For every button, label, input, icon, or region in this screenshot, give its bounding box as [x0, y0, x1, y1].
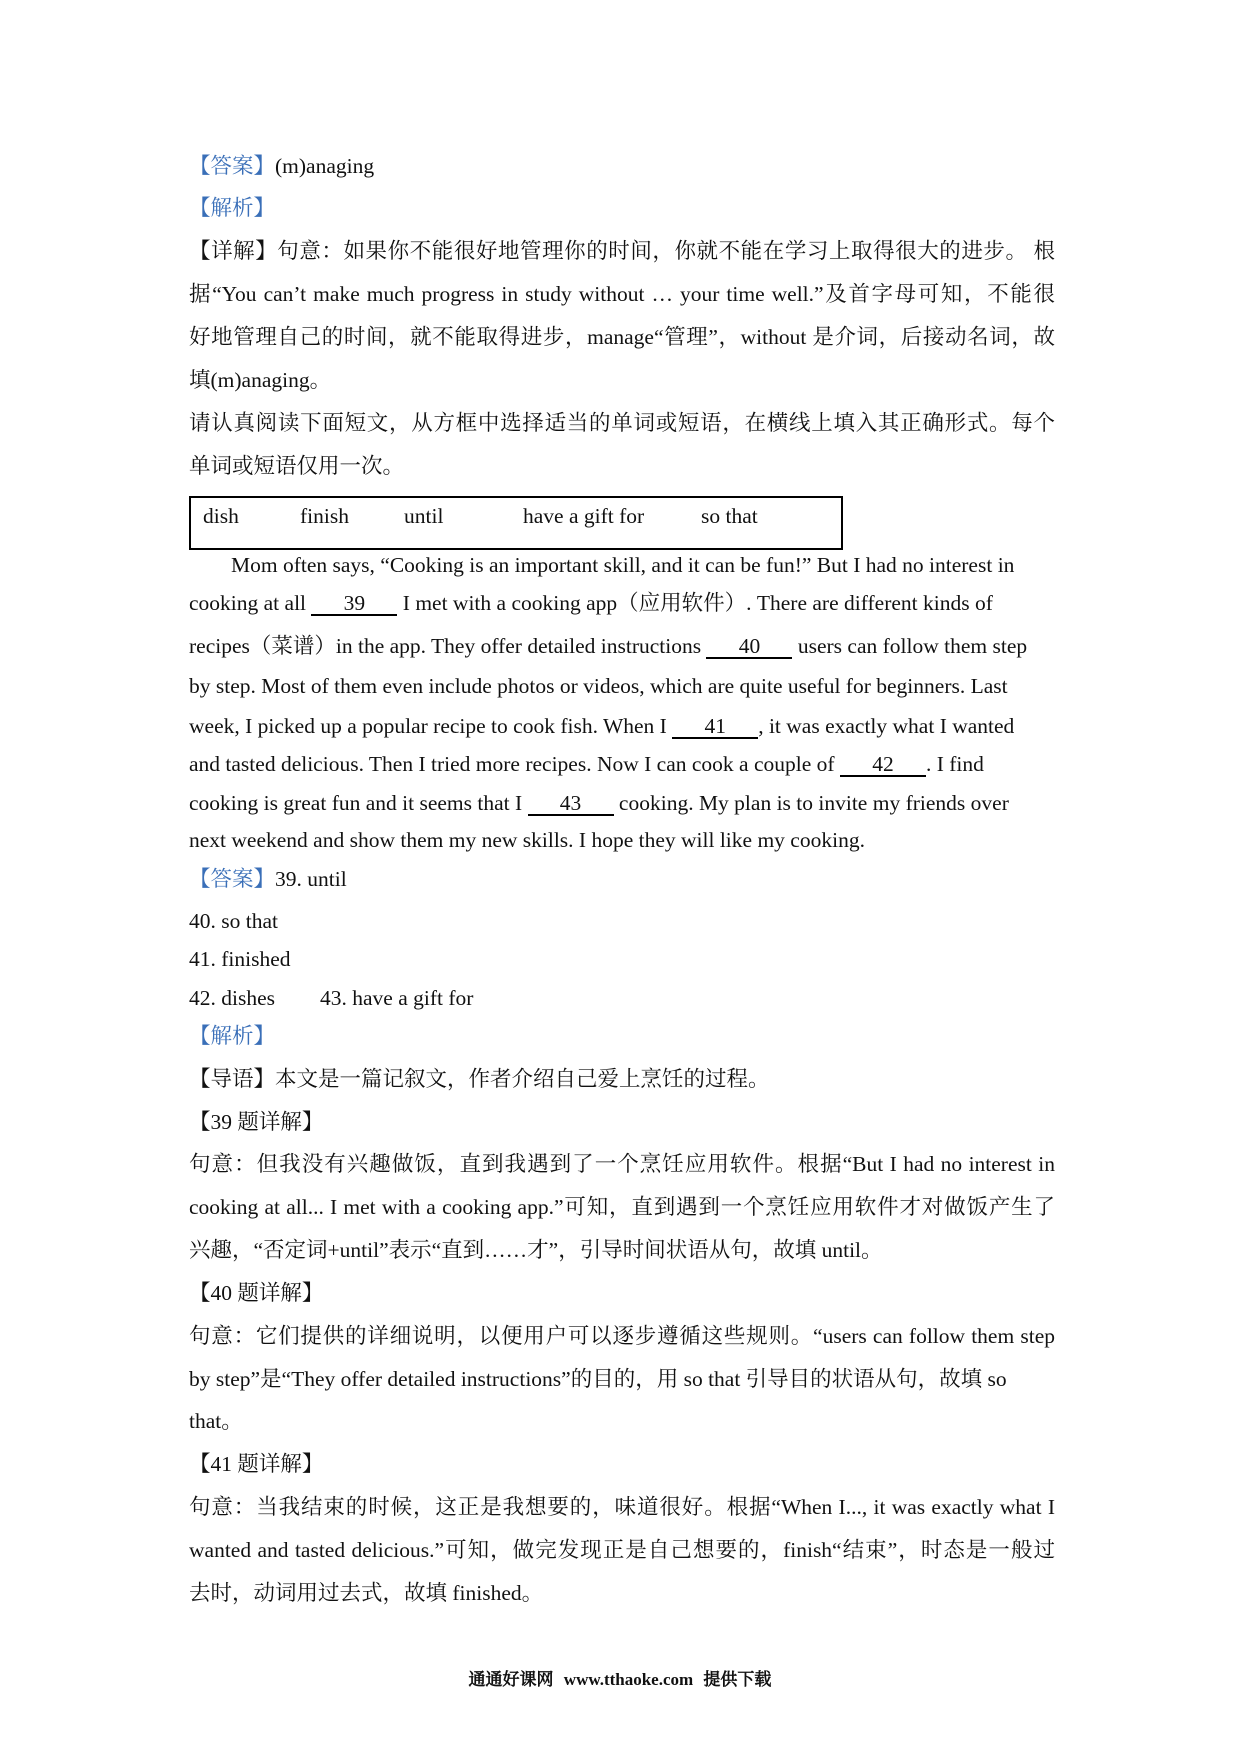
blank-41: 41	[672, 715, 758, 739]
word-box-item: until	[404, 504, 444, 528]
answer-tag: 【答案】	[189, 867, 276, 891]
detail-line: wanted and tasted delicious.”可知，做完发现正是自己想要的，finish“结束”，时态是一般过	[189, 1538, 1055, 1562]
passage-text: and tasted delicious. Then I tried more recipes. Now I can cook a couple of	[189, 752, 840, 776]
passage-line	[189, 783, 1055, 823]
q38-analysis-line	[189, 188, 1055, 228]
answers-line	[189, 859, 1055, 899]
detail-line: 句意：它们提供的详细说明，以便用户可以逐步遵循这些规则。“users can follow them step	[189, 1324, 1055, 1348]
passage-text: cooking. My plan is to invite my friends over	[613, 791, 1009, 815]
detail-heading-39: 【39 题详解】	[189, 1110, 324, 1134]
answers-line	[189, 978, 1055, 1018]
passage-line	[189, 583, 1055, 623]
q38-detail-line	[189, 231, 1055, 271]
detail-heading-41: 【41 题详解】	[189, 1452, 324, 1476]
q38-detail-text: 句意：如果你不能很好地管理你的时间，你就不能在学习上取得很大的进步。 根	[277, 239, 1055, 263]
passage-text: week, I picked up a popular recipe to cook fish. When I	[189, 714, 673, 738]
analysis-tag: 【解析】	[189, 196, 276, 220]
blank-39: 39	[311, 592, 397, 616]
page-footer: 通通好课网 www.tthaoke.com 提供下载	[468, 1670, 772, 1689]
q38-detail-line: 据“You can’t make much progress in study without … your time well.”及首字母可知，不能很	[189, 282, 1055, 306]
q38-detail-line: 填(m)anaging。	[189, 368, 332, 392]
word-box	[189, 496, 843, 550]
word-box-item: dish	[203, 504, 239, 528]
analysis-line	[189, 1016, 1055, 1056]
word-box-item: have a gift for	[523, 504, 645, 528]
passage-line	[189, 706, 1055, 746]
passage-text: users can follow them step	[792, 634, 1028, 658]
detail-line: 句意：当我结束的时候，这正是我想要的，味道很好。根据“When I..., it was exactly what I	[189, 1495, 1055, 1519]
passage-text: I met with a cooking app（应用软件）. There are different kinds of	[397, 591, 993, 615]
intro-tag: 【导语】	[189, 1067, 276, 1091]
instructions-line: 请认真阅读下面短文，从方框中选择适当的单词或短语，在横线上填入其正确形式。每个	[189, 411, 1055, 435]
detail-line: cooking at all... I met with a cooking app.”可知，直到遇到一个烹饪应用软件才对做饭产生了	[189, 1195, 1055, 1219]
detail-line: by step”是“They offer detailed instructions”的目的，用 so that 引导目的状语从句，故填 so	[189, 1367, 1007, 1391]
passage-text: cooking at all	[189, 591, 312, 615]
word-box-item: finish	[300, 504, 349, 528]
passage-line: Mom often says, “Cooking is an important skill, and it can be fun!” But I had no interest in	[231, 553, 1015, 577]
instructions-line: 单词或短语仅用一次。	[189, 454, 405, 478]
passage-line	[189, 626, 1055, 666]
blank-40: 40	[706, 635, 792, 659]
word-box-item: so that	[701, 504, 758, 528]
detail-tag: 【详解】	[189, 239, 278, 263]
passage-text: . I find	[925, 752, 984, 776]
answer-item: 42. dishes	[189, 986, 275, 1010]
analysis-tag: 【解析】	[189, 1024, 276, 1048]
passage-line: next weekend and show them my new skills. I hope they will like my cooking.	[189, 828, 865, 852]
detail-line: 句意：但我没有兴趣做饭，直到我遇到了一个烹饪应用软件。根据“But I had no interest in	[189, 1152, 1055, 1176]
answer-item: 41. finished	[189, 947, 291, 971]
answer-item: 39. until	[275, 867, 347, 891]
blank-43: 43	[528, 792, 614, 816]
q38-detail-line: 好地管理自己的时间，就不能取得进步，manage“管理”，without 是介词，后接动名词，故	[189, 325, 1055, 349]
passage-line	[189, 744, 1055, 784]
intro-text: 本文是一篇记叙文，作者介绍自己爱上烹饪的过程。	[275, 1067, 770, 1091]
detail-heading-40: 【40 题详解】	[189, 1281, 324, 1305]
passage-line: by step. Most of them even include photos or videos, which are quite useful for beginners. Last	[189, 674, 1008, 698]
q38-answer-line	[189, 146, 1055, 186]
passage-text: , it was exactly what I wanted	[758, 714, 1015, 738]
detail-line: 兴趣，“否定词+until”表示“直到……才”，引导时间状语从句，故填 until。	[189, 1238, 883, 1262]
q38-answer-text: (m)anaging	[275, 154, 375, 178]
detail-line: 去时，动词用过去式，故填 finished。	[189, 1581, 544, 1605]
answer-item: 40. so that	[189, 909, 278, 933]
detail-line: that。	[189, 1409, 243, 1433]
answer-item: 43. have a gift for	[320, 986, 474, 1010]
intro-line	[189, 1059, 1055, 1099]
passage-text: recipes（菜谱）in the app. They offer detailed instructions	[189, 634, 707, 658]
blank-42: 42	[840, 753, 926, 777]
answer-tag: 【答案】	[189, 154, 276, 178]
passage-text: cooking is great fun and it seems that I	[189, 791, 528, 815]
